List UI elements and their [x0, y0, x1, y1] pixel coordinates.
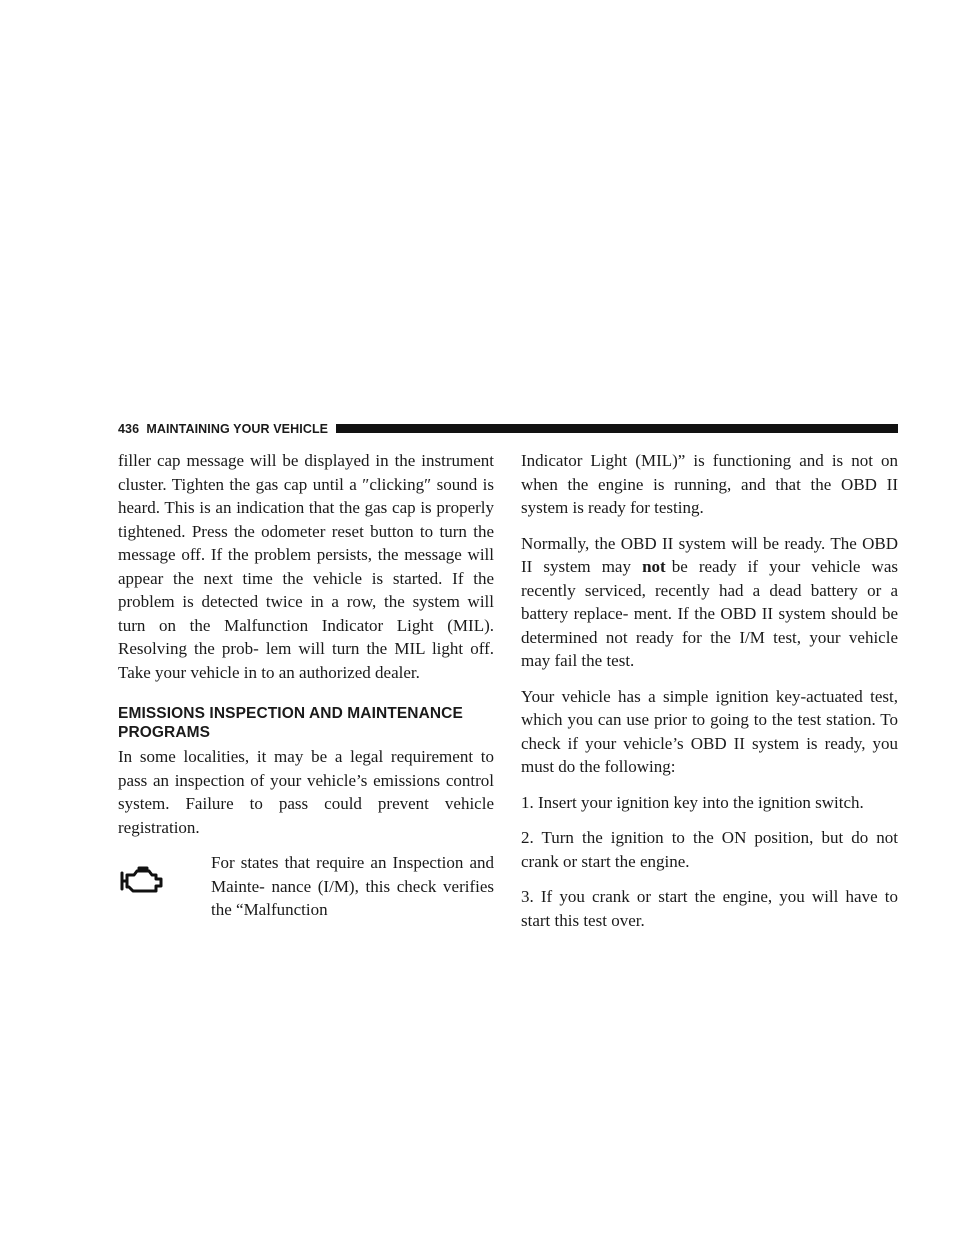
page-number: 436	[118, 422, 140, 436]
step-1: 1. Insert your ignition key into the ignition switch.	[521, 792, 864, 812]
step-2: 2. Turn the ignition to the ON position, but do not crank or start the engine.	[521, 828, 898, 871]
section-title: MAINTAINING YOUR VEHICLE	[146, 422, 329, 436]
emissions-intro-paragraph: In some localities, it may be a legal requirement to pass an inspection of your vehicle’s emissions control system. Failure to pass could prevent vehicle registration.	[118, 747, 494, 837]
obd-ready-text-2: be ready if your vehicle was recently serviced, recently had a dead battery or a battery replace- ment. If the OBD II system should be determined not ready for the I/M test, your vehicle may fail the test.	[521, 557, 898, 670]
im-check-paragraph: For states that require an Inspection and Mainte- nance (I/M), this check verifies the “Malfunction	[211, 853, 494, 919]
header-text	[118, 421, 336, 437]
left-column	[118, 449, 494, 934]
obd-ready-text-1: Normally, the OBD II system will be ready. The OBD II system may	[521, 533, 898, 576]
check-engine-icon	[120, 865, 165, 895]
section-heading: EMISSIONS INSPECTION AND MAINTENANCE PROGRAMS	[118, 705, 463, 741]
gas-cap-paragraph: filler cap message will be displayed in the instrument cluster. Tighten the gas cap until a ″clicking″ sound is heard. This is an indication that the gas cap is properly tightened. Press the odometer reset button to turn the message off. If the problem persists, the message will appear the next time the vehicle is started. If the problem is detected twice in a row, the system will turn on the Malfunction Indicator Light (MIL). Resolving the prob- lem will turn the MIL light off. Take your vehicle in to an authorized dealer.	[118, 451, 494, 682]
step-3: 3. If you crank or start the engine, you will have to start this test over.	[521, 887, 898, 930]
mil-function-paragraph: Indicator Light (MIL)” is functioning and is not on when the engine is running, and that the OBD II system is ready for testing.	[521, 451, 898, 517]
key-test-paragraph: Your vehicle has a simple ignition key-actuated test, which you can use prior to going to the test station. To check if your vehicle’s OBD II system is ready, you must do the following:	[521, 686, 898, 776]
right-column	[521, 449, 898, 944]
page-header	[118, 421, 898, 437]
obd-ready-emphasis: not	[642, 557, 666, 576]
obd-ready-paragraph	[521, 532, 898, 673]
mil-icon-block	[118, 851, 494, 922]
